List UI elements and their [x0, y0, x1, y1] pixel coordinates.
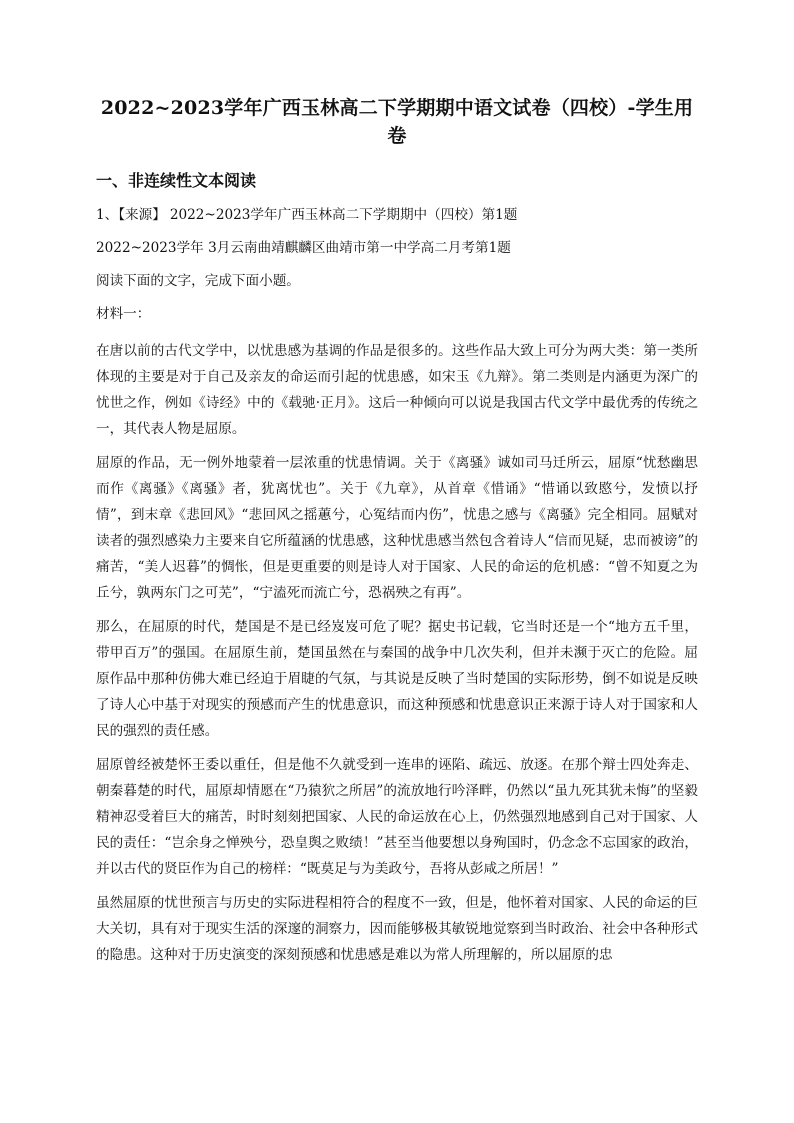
question-source-line [96, 206, 698, 225]
source-tag: 【来源】 [118, 207, 166, 223]
reading-instruction: 阅读下面的文字，完成下面小题。 [96, 273, 300, 289]
paragraph-2: 屈原的作品，无一例外地蒙着一层浓重的忧患情调。关于《离骚》诚如司马迁所云，屈原“忧愁幽思而作《离骚》《离骚》者，犹离忧也”。关于《九章》，从首章《惜诵》“惜诵以致愍兮，发愤以抒情”，到末章《悲回风》“悲回风之摇蕙兮，心冤结而内伤”，忧患之感与《离骚》完全相同。屈赋对读者的强烈感染力主要来自它所蕴涵的忧患感，这种忧患感当然包含着诗人“信而见疑，忠而被谤”的痛苦，“美人迟暮”的惆怅，但是更重要的则是诗人对于国家、人民的命运的危机感：“曾不知夏之为丘兮，孰两东门之可芜”，“宁溘死而流亡兮，恐祸殃之有再”。 [96, 455, 698, 601]
section-heading: 一、非连续性文本阅读 [96, 171, 257, 190]
material-label: 材料一： [96, 306, 151, 322]
paragraph-1: 在唐以前的古代文学中，以忧患感为基调的作品是很多的。这些作品大致上可分为两大类：第一类所体现的主要是对于自己及亲友的命运而引起的忧患感，如宋玉《九辩》。第二类则是内涵更为深广的忧世之作，例如《诗经》中的《载驰·正月》。这后一种倾向可以说是我国古代文学中最优秀的传统之一，其代表人物是屈原。 [96, 343, 698, 437]
paragraph-4: 屈原曾经被楚怀王委以重任，但是他不久就受到一连串的诬陷、疏远、放逐。在那个辩士四处奔走、朝秦暮楚的时代，屈原却情愿在“乃猿狖之所居”的流放地行吟泽畔，仍然以“虽九死其犹未悔”的坚毅精神忍受着巨大的痛苦，时时刻刻把国家、人民的命运放在心上，仍然强烈地感到自己对于国家、人民的责任：“岂余身之惮殃兮，恐皇舆之败绩！”甚至当他要想以身殉国时，仍念念不忘国家的政治，并以古代的贤臣作为自己的榜样：“既莫足与为美政兮，吾将从彭咸之所居！” [96, 757, 698, 877]
paragraph-3: 那么，在屈原的时代，楚国是不是已经岌岌可危了呢？据史书记载，它当时还是一个“地方五千里，带甲百万”的强国。在屈原生前，楚国虽然在与秦国的战争中几次失利，但并未濒于灭亡的危险。屈原作品中那种仿佛大难已经迫于眉睫的气氛，与其说是反映了当时楚国的实际形势，倒不如说是反映了诗人心中基于对现实的预感而产生的忧患意识，而这种预感和忧患意识正来源于诗人对于国家和人民的强烈的责任感。 [96, 619, 698, 739]
source-text: 2022~2023学年广西玉林高二下学期期中（四校）第1题 [169, 207, 518, 223]
question-number: 1、 [96, 207, 119, 223]
document-title: 2022~2023学年广西玉林高二下学期期中语文试卷（四校）-学生用卷 [100, 97, 694, 147]
alternate-source-line: 2022~2023学年 3月云南曲靖麒麟区曲靖市第一中学高二月考第1题 [96, 240, 511, 256]
paragraph-5: 虽然屈原的忧世预言与历史的实际进程相符合的程度不一致，但是，他怀着对国家、人民的命运的巨大关切，具有对于现实生活的深邃的洞察力，因而能够极其敏锐地觉察到当时政治、社会中各种形式的隐患。这种对于历史演变的深刻预感和忧患感是难以为常人所理解的，所以屈原的忠 [96, 895, 698, 963]
